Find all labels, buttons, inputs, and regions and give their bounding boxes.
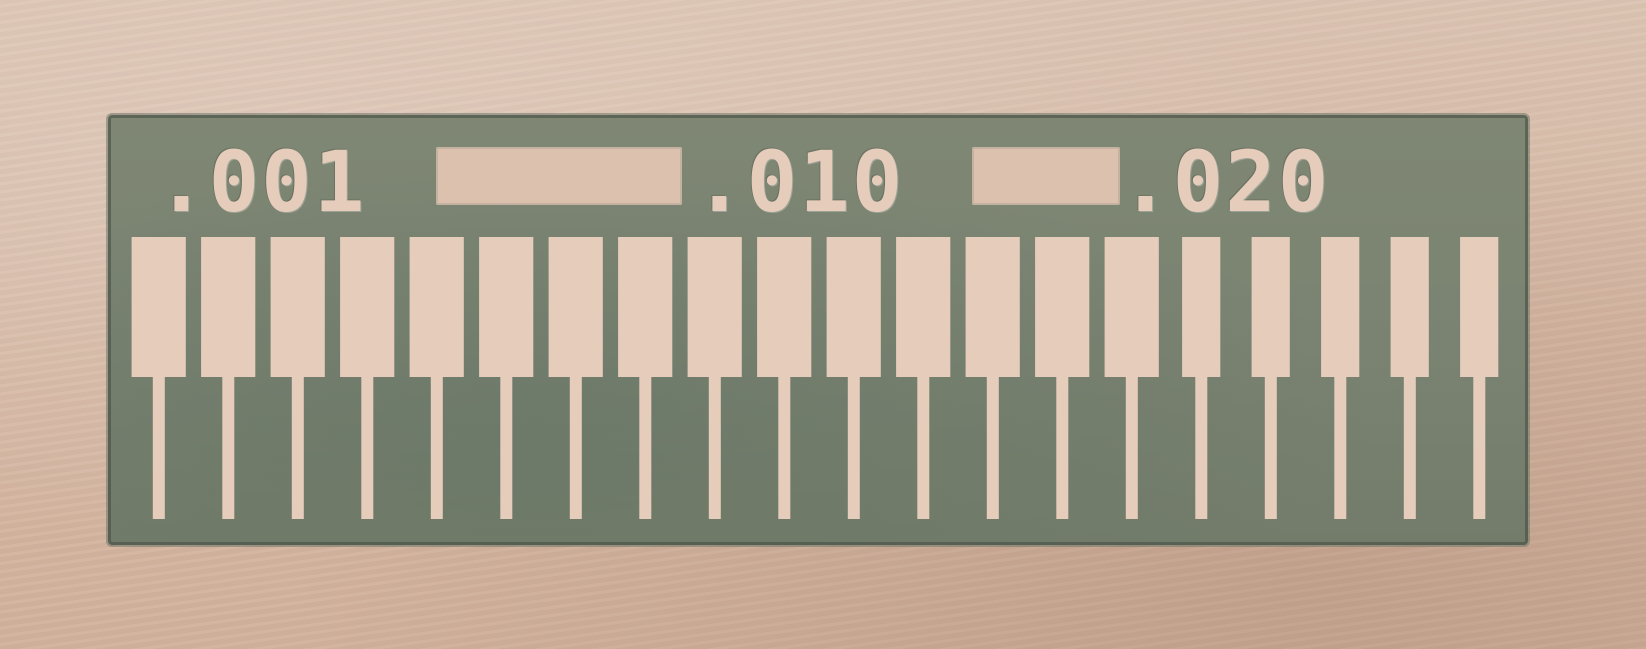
gap-label-010: .010 [694, 133, 905, 231]
trace-3 [271, 237, 325, 519]
trace-11 [827, 237, 881, 519]
trace-stem [1195, 369, 1207, 519]
trace-1 [132, 237, 186, 519]
trace-finger [1391, 237, 1429, 377]
trace-stem [778, 369, 790, 519]
trace-stem [1126, 369, 1138, 519]
trace-finger [896, 237, 950, 377]
gap-label-001: .001 [156, 133, 367, 231]
trace-18 [1321, 237, 1359, 519]
trace-5 [410, 237, 464, 519]
trace-finger [201, 237, 255, 377]
trace-stem [987, 369, 999, 519]
trace-stem [917, 369, 929, 519]
gap-label-020: .020 [1120, 133, 1331, 231]
trace-15 [1105, 237, 1159, 519]
trace-12 [896, 237, 950, 519]
trace-stem [848, 369, 860, 519]
trace-finger [688, 237, 742, 377]
trace-stem [1265, 369, 1277, 519]
trace-14 [1035, 237, 1089, 519]
trace-stem [292, 369, 304, 519]
trace-finger [618, 237, 672, 377]
trace-9 [688, 237, 742, 519]
copper-pad-left [436, 147, 682, 205]
trace-20 [1460, 237, 1498, 519]
copper-pad-right [972, 147, 1120, 205]
trace-stem [1473, 369, 1485, 519]
trace-comb [124, 237, 1514, 527]
trace-stem [1404, 369, 1416, 519]
trace-finger [1105, 237, 1159, 377]
trace-13 [966, 237, 1020, 519]
trace-comb-graphic [124, 237, 1514, 527]
trace-finger [757, 237, 811, 377]
trace-stem [1056, 369, 1068, 519]
trace-8 [618, 237, 672, 519]
trace-finger [549, 237, 603, 377]
trace-stem [222, 369, 234, 519]
trace-stem [153, 369, 165, 519]
trace-stem [1334, 369, 1346, 519]
trace-stem [570, 369, 582, 519]
trace-stem [639, 369, 651, 519]
trace-finger [410, 237, 464, 377]
trace-19 [1391, 237, 1429, 519]
trace-finger [1035, 237, 1089, 377]
trace-stem [431, 369, 443, 519]
trace-stem [709, 369, 721, 519]
trace-finger [966, 237, 1020, 377]
trace-finger [1252, 237, 1290, 377]
trace-stem [500, 369, 512, 519]
trace-finger [827, 237, 881, 377]
trace-finger [132, 237, 186, 377]
pcb-test-coupon [108, 115, 1528, 545]
trace-finger [1321, 237, 1359, 377]
trace-10 [757, 237, 811, 519]
trace-4 [340, 237, 394, 519]
trace-finger [479, 237, 533, 377]
trace-16 [1182, 237, 1220, 519]
trace-finger [1182, 237, 1220, 377]
trace-6 [479, 237, 533, 519]
trace-finger [1460, 237, 1498, 377]
trace-17 [1252, 237, 1290, 519]
trace-7 [549, 237, 603, 519]
trace-2 [201, 237, 255, 519]
trace-finger [271, 237, 325, 377]
trace-stem [361, 369, 373, 519]
trace-finger [340, 237, 394, 377]
